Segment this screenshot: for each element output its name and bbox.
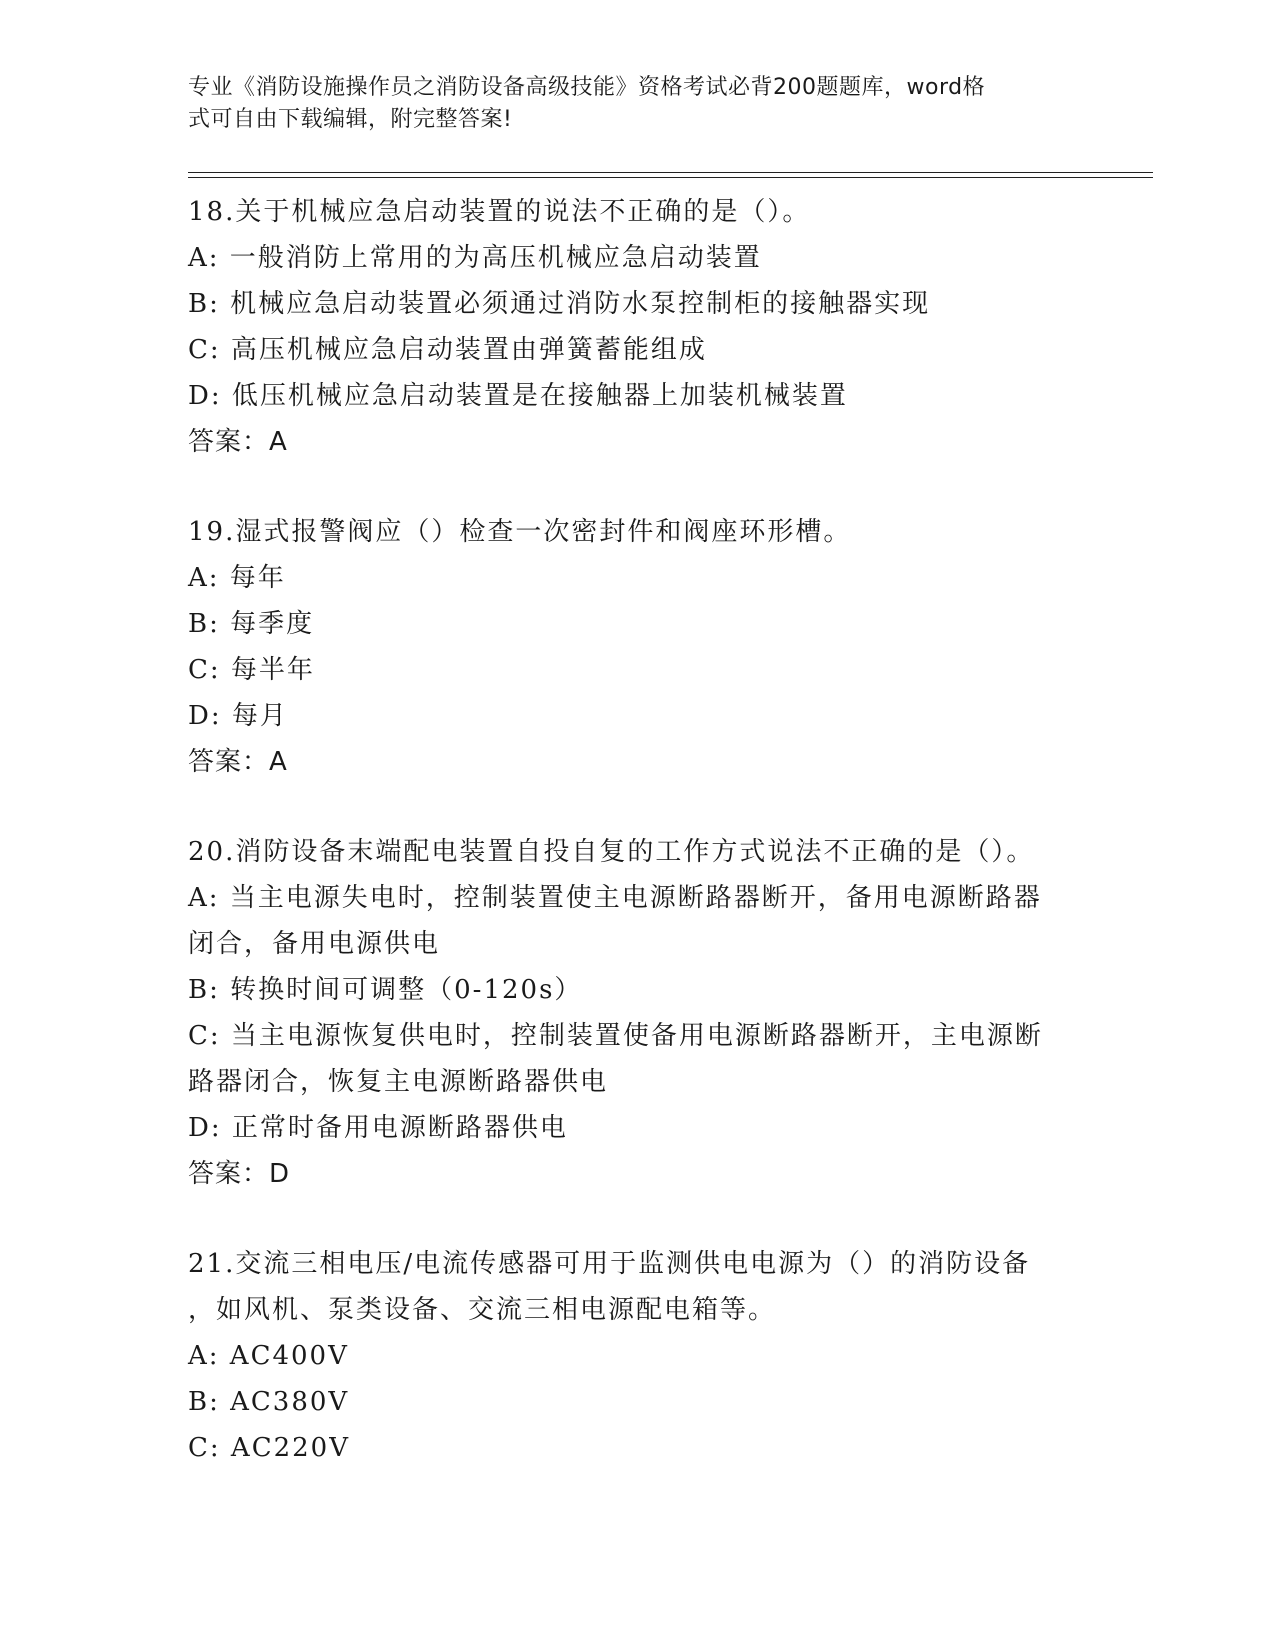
question-option: A: AC400V	[188, 1341, 349, 1371]
question-block	[188, 829, 1088, 1241]
question-stem: ，如风机、泵类设备、交流三相电源配电箱等。	[188, 1295, 777, 1325]
header-line-2: 式可自由下载编辑，附完整答案!	[188, 107, 513, 132]
question-option: 路器闭合，恢复主电源断路器供电	[188, 1067, 609, 1097]
question-stem: 20.消防设备末端配电装置自投自复的工作方式说法不正确的是（）。	[188, 837, 1035, 867]
question-block	[188, 1241, 1088, 1471]
question-option: C: 当主电源恢复供电时，控制装置使备用电源断路器断开，主电源断	[188, 1021, 1043, 1051]
question-spacer	[188, 1197, 1088, 1241]
answer-line: 答案：A	[188, 747, 288, 777]
question-spacer	[188, 785, 1088, 829]
question-stem: 21.交流三相电压/电流传感器可用于监测供电电源为（）的消防设备	[188, 1249, 1031, 1279]
header-divider-top	[188, 172, 1153, 173]
question-option: C: 每半年	[188, 655, 315, 685]
question-option: C: AC220V	[188, 1433, 350, 1463]
question-option: A: 一般消防上常用的为高压机械应急启动装置	[188, 243, 762, 273]
question-stem: 19.湿式报警阀应（）检查一次密封件和阀座环形槽。	[188, 517, 852, 547]
question-option: B: 每季度	[188, 609, 315, 639]
header-line-1: 专业《消防设施操作员之消防设备高级技能》资格考试必背200题题库，word格	[188, 75, 986, 100]
question-option: A: 每年	[188, 563, 286, 593]
answer-line: 答案：D	[188, 1159, 291, 1189]
question-option: D: 低压机械应急启动装置是在接触器上加装机械装置	[188, 381, 848, 411]
question-option: B: AC380V	[188, 1387, 350, 1417]
question-block	[188, 509, 1088, 829]
question-option: A: 当主电源失电时，控制装置使主电源断路器断开，备用电源断路器	[188, 883, 1042, 913]
question-option: C: 高压机械应急启动装置由弹簧蓄能组成	[188, 335, 707, 365]
header-divider-bottom	[188, 177, 1153, 178]
question-spacer	[188, 465, 1088, 509]
document-header	[188, 72, 1088, 136]
question-option: D: 正常时备用电源断路器供电	[188, 1113, 568, 1143]
question-option: B: 机械应急启动装置必须通过消防水泵控制柜的接触器实现	[188, 289, 931, 319]
question-list	[188, 189, 1088, 1471]
question-option: B: 转换时间可调整（0-120s）	[188, 975, 583, 1005]
answer-line: 答案：A	[188, 427, 288, 457]
question-option: D: 每月	[188, 701, 288, 731]
question-option: 闭合，备用电源供电	[188, 929, 441, 959]
question-block	[188, 189, 1088, 509]
question-stem: 18.关于机械应急启动装置的说法不正确的是（）。	[188, 197, 811, 227]
